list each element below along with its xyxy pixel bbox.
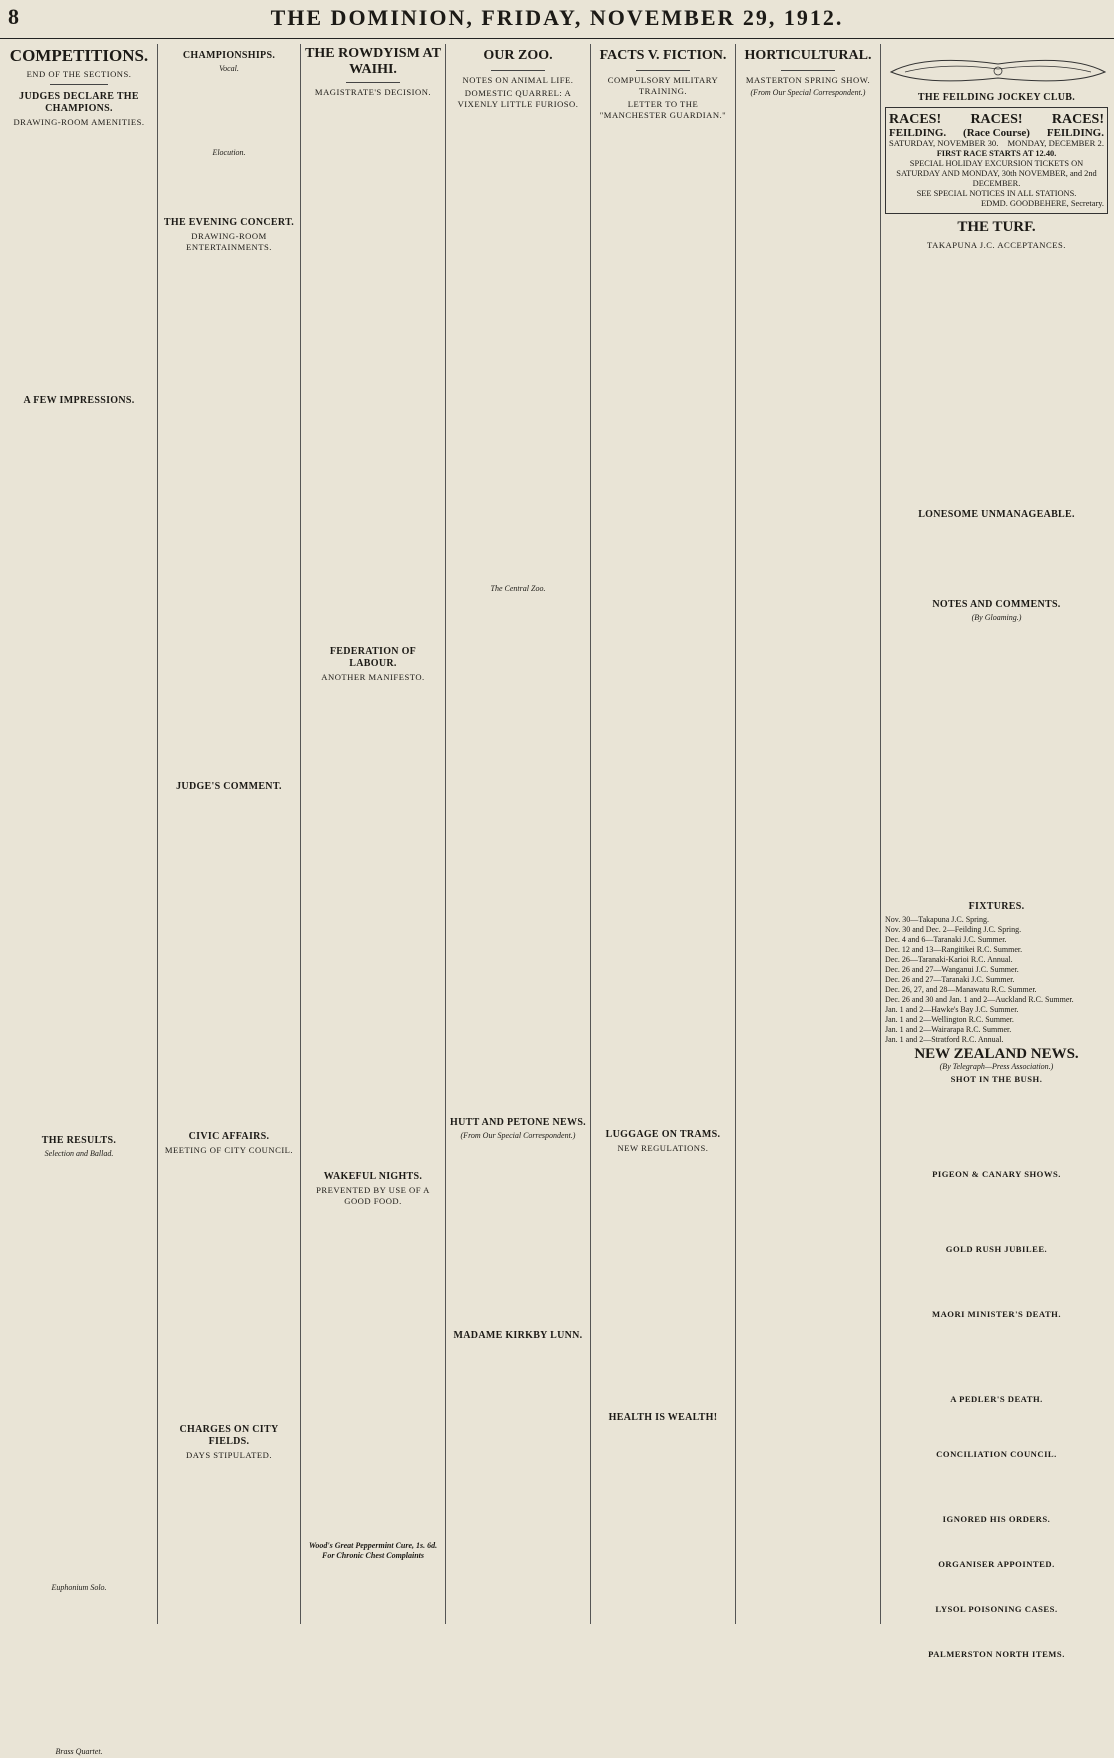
article-text <box>162 1158 296 1418</box>
results-text <box>6 1161 152 1581</box>
column-facts-fiction <box>595 44 731 1624</box>
subhead-euphonium: Euphonium Solo. <box>51 1582 107 1592</box>
notes-byline: (By Gloaming.) <box>971 612 1022 622</box>
subhead-drawing-room: DRAWING-ROOM AMENITIES. <box>13 117 145 127</box>
races-word: RACES! <box>1051 112 1104 127</box>
article-text <box>885 1527 1108 1557</box>
masthead <box>0 0 1114 39</box>
column-rule <box>880 44 881 1624</box>
section-results: THE RESULTS. <box>41 1134 117 1146</box>
headline-our-zoo: OUR ZOO. <box>483 48 553 63</box>
headline-rowdyism: THE ROWDYISM AT WAIHI. <box>305 46 441 77</box>
column-rowdyism <box>305 44 441 1624</box>
article-text <box>450 1144 586 1324</box>
section-pedler: A PEDLER'S DEATH. <box>950 1394 1043 1405</box>
article-text <box>6 130 152 389</box>
headline-turf: THE TURF. <box>957 218 1036 235</box>
subhead-end-of-sections: END OF THE SECTIONS. <box>26 69 132 79</box>
subhead-central-zoo: The Central Zoo. <box>490 584 546 593</box>
section-shot-bush: SHOT IN THE BUSH. <box>950 1074 1043 1085</box>
section-lonesome: LONESOME UNMANAGEABLE. <box>918 508 1075 520</box>
section-wakeful-nights: WAKEFUL NIGHTS. <box>323 1171 423 1182</box>
first-race: FIRST RACE STARTS AT 12.40. <box>936 148 1057 158</box>
section-kirkby-lunn: MADAME KIRKBY LUNN. <box>453 1329 583 1341</box>
subhead-takapuna: TAKAPUNA J.C. ACCEPTANCES. <box>927 239 1066 250</box>
article-text <box>885 1407 1108 1447</box>
article-text <box>450 112 586 582</box>
fixture-item: Dec. 26 and 27—Wanganui J.C. Summer. <box>885 965 1019 975</box>
excursion-tickets: SPECIAL HOLIDAY EXCURSION TICKETS ON SATURDAY AND MONDAY, 30th NOVEMBER, and 2nd DECEMBER. <box>896 158 1097 188</box>
subhead-animal-life: NOTES ON ANIMAL LIFE. <box>462 75 574 85</box>
fixture-item: Dec. 26 and 27—Taranaki J.C. Summer. <box>885 975 1015 985</box>
column-rule <box>590 44 591 1624</box>
results-text <box>162 161 296 211</box>
section-organiser: ORGANISER APPOINTED. <box>938 1559 1055 1570</box>
fixture-item: Dec. 26, 27, and 28—Manawatu R.C. Summer. <box>885 985 1037 995</box>
peppermint-cure-ad: Wood's Great Peppermint Cure, 1s. 6d. For Chronic Chest Complaints <box>308 1541 438 1561</box>
section-lysol: LYSOL POISONING CASES. <box>935 1604 1058 1615</box>
article-text <box>885 1462 1108 1512</box>
headline-facts-fiction: FACTS V. FICTION. <box>599 48 727 63</box>
town-name: (Race Course) <box>963 127 1030 139</box>
divider <box>50 84 108 85</box>
headline-competitions: COMPETITIONS. <box>9 46 149 65</box>
page-number: 8 <box>8 4 19 29</box>
special-notices: SEE SPECIAL NOTICES IN ALL STATIONS. <box>916 188 1077 198</box>
section-health-wealth: HEALTH IS WEALTH! <box>608 1412 718 1423</box>
column-sports <box>885 44 1108 1660</box>
divider <box>346 82 400 83</box>
towns-row <box>889 128 1104 138</box>
subhead-vocal: Vocal. <box>219 64 239 73</box>
subhead-elocution: Elocution. <box>212 148 246 158</box>
secretary: EDMD. GOODBEHERE, Secretary. <box>981 198 1104 208</box>
section-impressions: A FEW IMPRESSIONS. <box>23 394 135 406</box>
article-text <box>885 1087 1108 1167</box>
race-date: SATURDAY, NOVEMBER 30. <box>889 138 999 149</box>
article-text <box>885 1257 1108 1307</box>
section-fixtures: FIXTURES. <box>968 901 1025 913</box>
fixture-item: Nov. 30 and Dec. 2—Feilding J.C. Spring. <box>885 925 1022 935</box>
subhead-brass-quartet: Brass Quartet. <box>55 1747 103 1757</box>
fixture-item: Nov. 30—Takapuna J.C. Spring. <box>885 915 990 925</box>
section-palmerston-north: PALMERSTON NORTH ITEMS. <box>928 1649 1065 1660</box>
column-rule <box>300 44 301 1624</box>
subhead-selection-ballad: Selection and Ballad. <box>44 1148 114 1158</box>
town-name: FEILDING. <box>889 127 947 139</box>
fixture-item: Dec. 26—Taranaki-Karioi R.C. Annual. <box>885 955 1013 965</box>
section-hutt-petone: HUTT AND PETONE NEWS. <box>450 1117 586 1129</box>
article-text <box>450 596 586 1111</box>
column-horticultural <box>740 44 876 1624</box>
jockey-club-title: THE FEILDING JOCKEY CLUB. <box>917 92 1076 103</box>
article-text <box>162 795 296 1125</box>
article-text <box>595 123 731 1123</box>
race-date: MONDAY, DECEMBER 2. <box>1007 138 1104 149</box>
subhead-masterton-show: MASTERTON SPRING SHOW. <box>745 75 871 85</box>
town-name: FEILDING. <box>1046 127 1104 139</box>
section-judges-comment: JUDGE'S COMMENT. <box>176 780 282 792</box>
results-text <box>6 1595 152 1745</box>
fixture-item: Dec. 4 and 6—Taranaki J.C. Summer. <box>885 935 1007 945</box>
section-conciliation: CONCILIATION COUNCIL. <box>936 1449 1057 1460</box>
subhead-good-food: PREVENTED BY USE OF A GOOD FOOD. <box>316 1185 430 1206</box>
subhead-manchester-guardian: LETTER TO THE "MANCHESTER GUARDIAN." <box>599 99 727 120</box>
section-ignored-orders: IGNORED HIS ORDERS. <box>942 1514 1051 1525</box>
subhead-city-council: MEETING OF CITY COUNCIL. <box>164 1144 294 1155</box>
column-competitions <box>6 44 152 1757</box>
subhead-days-stipulated: DAYS STIPULATED. <box>186 1449 272 1460</box>
article-text <box>162 255 296 775</box>
fixture-item: Jan. 1 and 2—Wellington R.C. Summer. <box>885 1015 1014 1025</box>
divider <box>636 70 690 71</box>
section-pigeon-canary: PIGEON & CANARY SHOWS. <box>932 1169 1061 1180</box>
column-rule <box>735 44 736 1624</box>
article-text <box>885 1572 1108 1602</box>
subhead-new-regulations: NEW REGULATIONS. <box>617 1143 709 1153</box>
races-word: RACES! <box>889 112 942 127</box>
subhead-manifesto: ANOTHER MANIFESTO. <box>321 672 425 682</box>
headline-nz-news: NEW ZEALAND NEWS. <box>914 1046 1079 1063</box>
headline-championships: CHAMPIONSHIPS. <box>182 50 276 61</box>
article-text <box>885 523 1108 593</box>
article-text <box>595 1156 731 1406</box>
fixtures-list <box>885 915 1108 1045</box>
article-text <box>885 625 1108 895</box>
results-text <box>162 76 296 146</box>
dates-row <box>889 138 1104 148</box>
column-rule <box>157 44 158 1624</box>
subhead-domestic-quarrel: DOMESTIC QUARREL: A VIXENLY LITTLE FURIOSO. <box>457 88 579 109</box>
divider <box>491 70 545 71</box>
section-evening-concert: THE EVENING CONCERT. <box>163 216 295 228</box>
fixture-item: Jan. 1 and 2—Stratford R.C. Annual. <box>885 1035 1004 1045</box>
column-rule <box>445 44 446 1624</box>
article-text <box>305 100 441 640</box>
fixture-item: Jan. 1 and 2—Hawke's Bay J.C. Summer. <box>885 1005 1019 1015</box>
section-maori-minister: MAORI MINISTER'S DEATH. <box>931 1309 1062 1320</box>
section-luggage-trams: LUGGAGE ON TRAMS. <box>605 1129 721 1140</box>
section-gold-rush: GOLD RUSH JUBILEE. <box>945 1244 1048 1255</box>
article-text <box>885 253 1108 503</box>
races-advertisement <box>885 107 1108 214</box>
subhead-special-correspondent: (From Our Special Correspondent.) <box>460 1131 576 1141</box>
nz-news-byline: (By Telegraph—Press Association.) <box>939 1061 1054 1071</box>
fixture-item: Dec. 12 and 13—Rangitikei R.C. Summer. <box>885 945 1023 955</box>
subhead-correspondent: (From Our Special Correspondent.) <box>750 88 866 97</box>
section-charges-city-fields: CHARGES ON CITY FIELDS. <box>179 1423 279 1447</box>
decorative-ribbon-icon <box>885 50 1111 92</box>
article-text <box>305 1209 441 1539</box>
article-text <box>305 685 441 1165</box>
headline-horticultural: HORTICULTURAL. <box>744 48 872 63</box>
subhead-magistrate: MAGISTRATE'S DECISION. <box>314 87 432 97</box>
races-word: RACES! <box>970 112 1023 127</box>
divider <box>781 70 835 71</box>
article-text <box>6 409 152 1129</box>
masthead-title: THE DOMINION, FRIDAY, NOVEMBER 29, 1912. <box>270 5 844 30</box>
fixture-item: Dec. 26 and 30 and Jan. 1 and 2—Auckland R.C. Summer. <box>885 995 1074 1005</box>
section-notes-comments: NOTES AND COMMENTS. <box>932 598 1061 610</box>
fixture-item: Jan. 1 and 2—Wairarapa R.C. Summer. <box>885 1025 1012 1035</box>
subhead-military-training: COMPULSORY MILITARY TRAINING. <box>607 75 719 96</box>
column-our-zoo <box>450 44 586 1624</box>
column-championships <box>162 44 296 1624</box>
subhead-drawing-room-entertainments: DRAWING-ROOM ENTERTAINMENTS. <box>186 230 272 252</box>
section-federation-labour: FEDERATION OF LABOUR. <box>329 646 417 669</box>
subhead-judges-champions: JUDGES DECLARE THE CHAMPIONS. <box>19 91 139 114</box>
article-text <box>885 1322 1108 1392</box>
section-civic-affairs: CIVIC AFFAIRS. <box>188 1130 270 1142</box>
races-banner <box>889 112 1104 128</box>
article-text <box>885 1617 1108 1647</box>
article-text <box>885 1182 1108 1242</box>
